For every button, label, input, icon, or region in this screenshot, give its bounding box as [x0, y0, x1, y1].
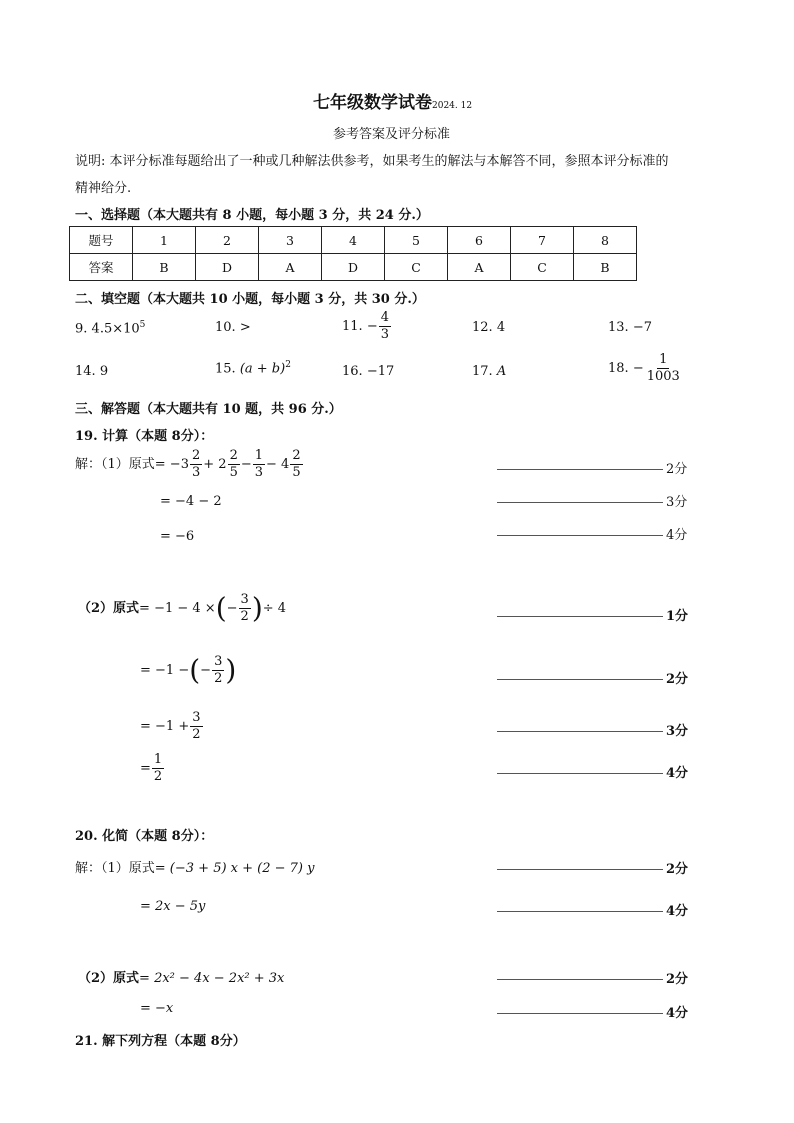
table-cell: A — [448, 254, 511, 281]
answer-18: 18. − $\frac{1}{1003}$ — [608, 352, 680, 384]
table-cell: C — [511, 254, 574, 281]
table-cell: 3 — [259, 227, 322, 254]
q19-p1-line2: = −4 − 2 — [160, 494, 222, 509]
table-cell: B — [574, 254, 637, 281]
q20-p2-line2: = −x — [140, 1001, 174, 1016]
score-mark: 4分 — [497, 762, 688, 781]
table-cell: 8 — [574, 227, 637, 254]
answer-13: 13. −7 — [608, 320, 652, 335]
note-line-1: 说明: 本评分标准每题给出了一种或几种解法供参考，如果考生的解法与本解答不同，参照本评分标准的 — [75, 154, 669, 169]
table-cell: B — [133, 254, 196, 281]
q19-p2-line3: = −1 + $\frac{3}{2}$ — [140, 710, 201, 742]
row-label-answer: 答案 — [70, 254, 133, 281]
q19-p2-line2: = −1 −(− $\frac{3}{2}$ ) — [140, 653, 237, 687]
score-mark: 4分 — [497, 900, 688, 919]
page-title: 七年级数学试卷2024. 12 — [313, 93, 473, 113]
q19-p1-line1: 解：（1）原式= −3 $\frac{2}{3}$ + 2 $\frac{2}{5}$ − $\frac{1}{3}$ − 4 $\frac{2}{5}$ — [75, 448, 301, 480]
score-mark: 4分 — [497, 524, 687, 543]
section-3-heading: 三、解答题（本大题共有 10 题，共 96 分.） — [75, 402, 342, 417]
note-line-2: 精神给分. — [75, 181, 132, 196]
table-cell: A — [259, 254, 322, 281]
answer-16: 16. −17 — [342, 364, 395, 379]
table-cell: 6 — [448, 227, 511, 254]
score-mark: 2分 — [497, 668, 688, 687]
table-cell: C — [385, 254, 448, 281]
score-mark: 3分 — [497, 720, 688, 739]
answer-17: 17. A — [472, 364, 507, 379]
table-cell: 1 — [133, 227, 196, 254]
table-cell: D — [196, 254, 259, 281]
answer-12: 12. 4 — [472, 320, 506, 335]
subtitle: 参考答案及评分标准 — [333, 127, 451, 142]
table-cell: D — [322, 254, 385, 281]
score-mark: 3分 — [497, 491, 687, 510]
answer-table — [69, 226, 637, 281]
section-1-heading: 一、选择题（本大题共有 8 小题，每小题 3 分，共 24 分.） — [75, 208, 429, 223]
table-row-answers — [70, 254, 637, 281]
answer-10: 10. > — [215, 320, 251, 335]
answer-15: 15. $(a + b)^2$ — [215, 360, 291, 377]
answer-11: 11. − $\frac{4}{3}$ — [342, 310, 390, 342]
q20-p2-line1: （2）原式= 2x² − 4x − 2x² + 3x — [78, 971, 285, 986]
question-19-title: 19. 计算（本题 8分）： — [75, 429, 214, 444]
q20-p1-line1: 解：（1）原式= (−3 + 5) x + (2 − 7) y — [75, 861, 315, 876]
q19-p1-line3: = −6 — [160, 529, 195, 544]
q19-p2-line4: = $\frac{1}{2}$ — [140, 752, 163, 784]
question-21-title: 21. 解下列方程（本题 8分） — [75, 1034, 246, 1049]
answer-9: 9. $4.5\times 10^5$ — [75, 320, 146, 337]
table-cell: 7 — [511, 227, 574, 254]
score-mark: 2分 — [497, 458, 687, 477]
table-cell: 2 — [196, 227, 259, 254]
q20-p1-line2: = 2x − 5y — [140, 899, 206, 914]
table-row-numbers — [70, 227, 637, 254]
table-cell: 4 — [322, 227, 385, 254]
score-mark: 1分 — [497, 605, 688, 624]
score-mark: 2分 — [497, 968, 688, 987]
row-label-number: 题号 — [70, 227, 133, 254]
score-mark: 4分 — [497, 1002, 688, 1021]
q19-p2-line1: （2）原式= −1 − 4 ×(− $\frac{3}{2}$ )÷ 4 — [78, 591, 287, 625]
question-20-title: 20. 化简（本题 8分）： — [75, 829, 214, 844]
section-2-heading: 二、填空题（本大题共 10 小题，每小题 3 分，共 30 分.） — [75, 292, 425, 307]
answer-14: 14. 9 — [75, 364, 109, 379]
table-cell: 5 — [385, 227, 448, 254]
exam-date: 2024. 12 — [432, 101, 473, 111]
score-mark: 2分 — [497, 858, 688, 877]
